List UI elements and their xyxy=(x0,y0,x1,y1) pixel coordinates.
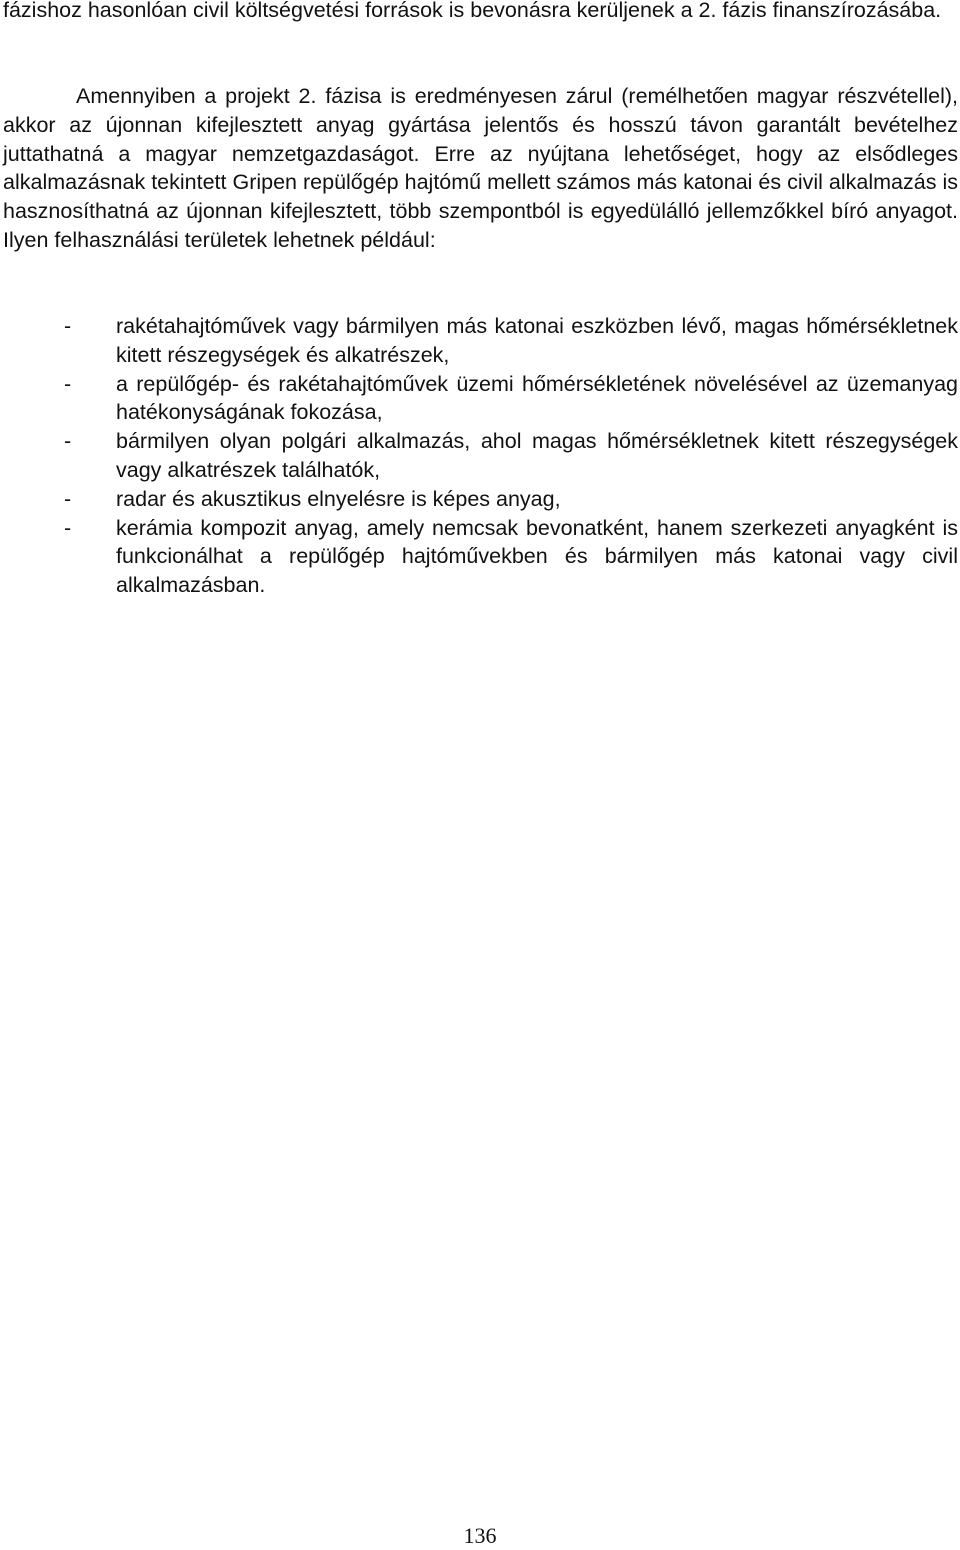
application-list xyxy=(0,312,958,600)
list-item xyxy=(0,312,958,370)
list-dash: - xyxy=(64,429,72,454)
list-item-text: radar és akusztikus elnyelésre is képes anyag, xyxy=(116,486,561,511)
list-dash: - xyxy=(64,515,72,540)
list-item xyxy=(0,427,958,485)
paragraph-continuation: fázishoz hasonlóan civil költségvetési források is bevonásra kerüljenek a 2. fázis finanszírozásába. xyxy=(3,0,942,22)
list-item-text: bármilyen olyan polgári alkalmazás, ahol magas hőmérsékletnek kitett részegységek vagy alkatrészek találhatók, xyxy=(116,429,958,482)
list-dash: - xyxy=(64,314,72,338)
paragraph-main: Amennyiben a projekt 2. fázisa is eredményesen zárul (remélhetően magyar részvétellel), akkor az újonnan kifejlesztett anyag gyártása jelentős és hosszú távon garantált bevételhez juttathatná a magyar nemzetgazdaságot. Erre az nyújtana lehetőséget, hogy az elsődleges alkalmazásnak tekintett Gripen repülőgép hajtómű mellett számos más katonai és civil alkalmazás is hasznosíthatná az újonnan kifejlesztett, több szempontból is egyedülálló jellemzőkkel bíró anyagot. Ilyen felhasználási területek lehetnek például: xyxy=(3,84,958,252)
list-item-text: kerámia kompozit anyag, amely nemcsak bevonatként, hanem szerkezeti anyagként is funkcionálhat a repülőgép hajtóművekben és bármilyen más katonai vagy civil alkalmazásban. xyxy=(116,515,958,598)
list-item xyxy=(0,485,958,514)
list-item xyxy=(0,514,958,600)
list-item-text: rakétahajtóművek vagy bármilyen más katonai eszközben lévő, magas hőmérsékletnek kitett részegységek és alkatrészek, xyxy=(116,314,958,367)
list-dash: - xyxy=(64,486,72,511)
page-number: 136 xyxy=(463,1523,497,1548)
list-item-text: a repülőgép- és rakétahajtóművek üzemi hőmérsékletének növelésével az üzemanyag hatékonyságának fokozása, xyxy=(116,371,958,425)
list-item xyxy=(0,370,958,428)
list-dash: - xyxy=(64,371,72,396)
